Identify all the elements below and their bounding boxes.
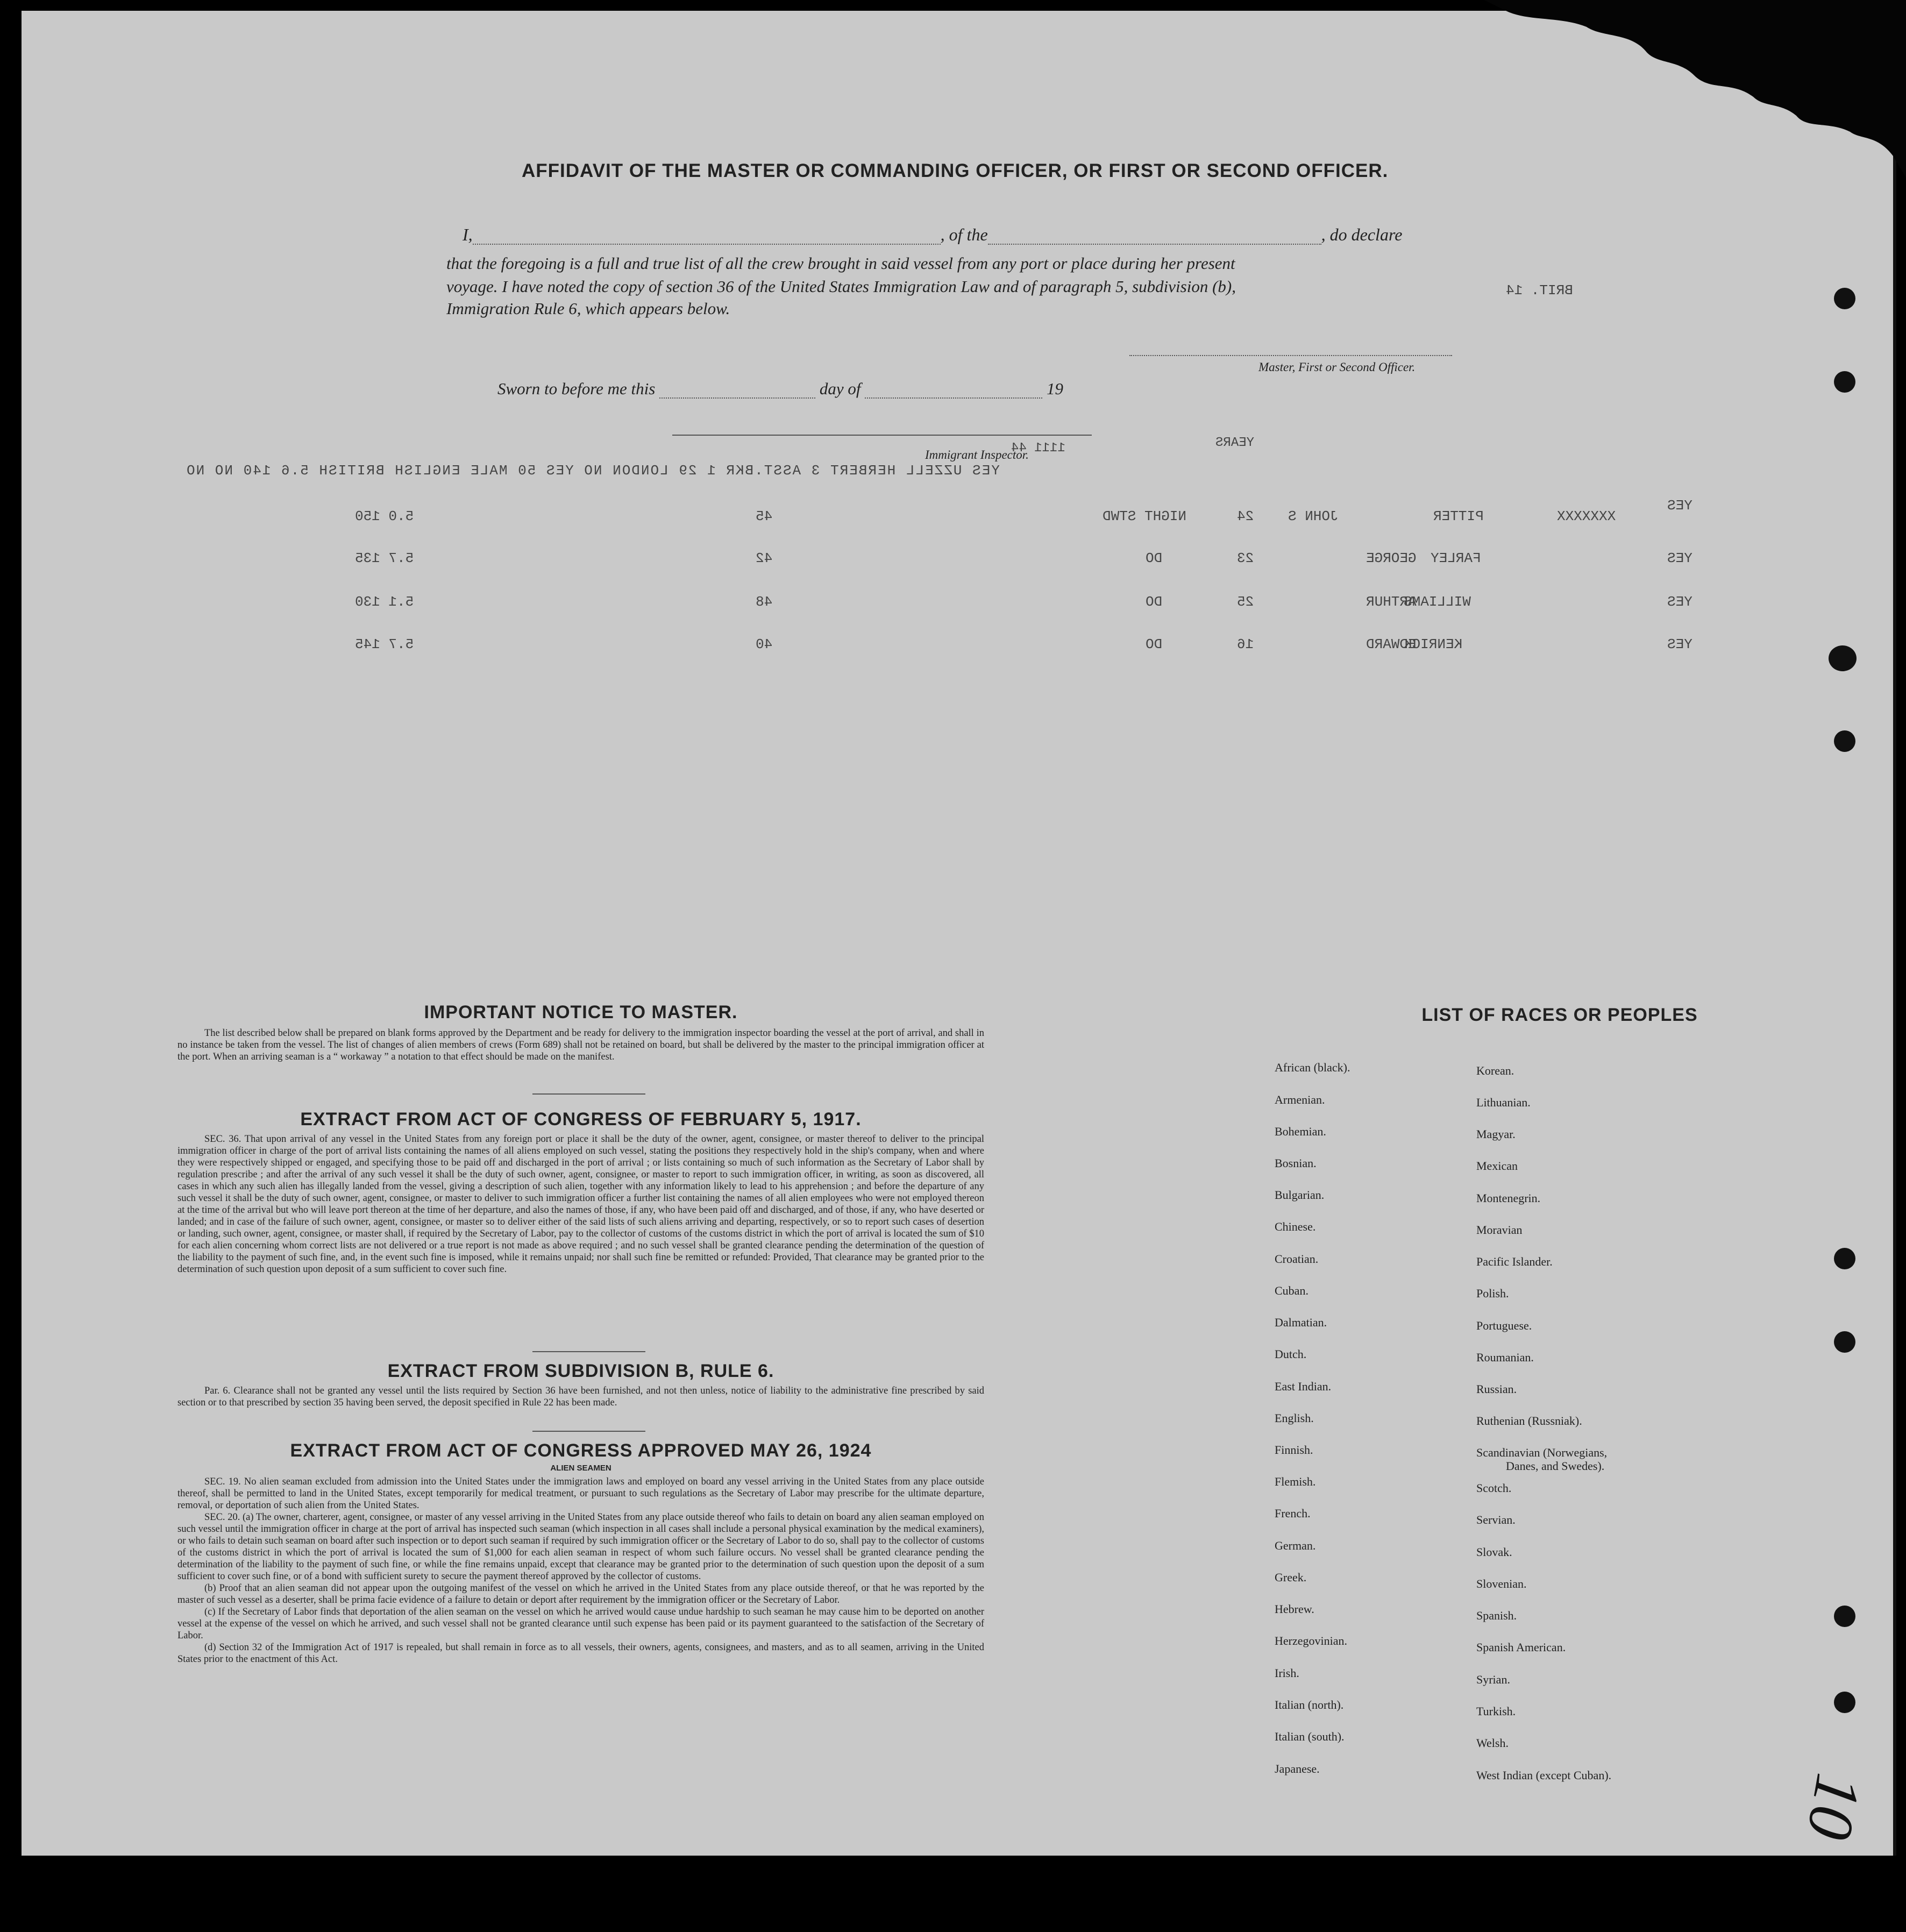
extract-1924-title: EXTRACT FROM ACT OF CONGRESS APPROVED MAY 26, 1924 [290, 1440, 872, 1461]
race-item: Dutch. [1275, 1347, 1307, 1361]
affidavit-line-1: I, , of the , do declare [463, 225, 1403, 244]
extract-rule6-section [177, 1361, 984, 1409]
race-item: Slovenian. [1476, 1577, 1527, 1590]
bleed-through-cell: 16 [1237, 636, 1254, 652]
bleed-through-cell: 5.0 150 [355, 508, 414, 524]
inspector-caption: Immigrant Inspector. [925, 448, 1029, 461]
race-item: Japanese. [1275, 1762, 1320, 1775]
bleed-through-cell: ARTHUR [1366, 594, 1417, 610]
race-item: Flemish. [1275, 1475, 1316, 1488]
bleed-through-cell: 45 [756, 508, 773, 524]
divider [532, 1431, 645, 1432]
race-item: Korean. [1476, 1064, 1514, 1077]
race-item: Slovak. [1476, 1545, 1512, 1559]
bleed-through-cell: GEORGE [1366, 550, 1417, 566]
bleed-through-cell: NIGHT STWD [1103, 508, 1187, 524]
notice-title: IMPORTANT NOTICE TO MASTER. [424, 1002, 738, 1022]
divider [532, 1351, 645, 1352]
race-item: Syrian. [1476, 1673, 1510, 1686]
punch-hole [1834, 1248, 1855, 1269]
punch-hole [1834, 288, 1855, 309]
sworn-day-blank [659, 381, 815, 399]
race-item: Portuguese. [1476, 1319, 1532, 1332]
race-item: French. [1275, 1507, 1311, 1520]
races-title: LIST OF RACES OR PEOPLES [1421, 1005, 1698, 1025]
extract-1924-sec19: SEC. 19. No alien seaman excluded from admission into the United States under the immigration laws and employed on board any vessel arriving in the United States from any place outside thereof, shall be permitted to land in the United States, except temporarily for medical treatment, or pursuant to such regulations as the Secretary of Labor may prescribe for the ultimate departure, removal, or deportation of such alien from the United States. [177, 1476, 984, 1511]
extract-1917-section [177, 1109, 984, 1275]
extract-rule6-text: Par. 6. Clearance shall not be granted any vessel until the lists required by Section 36 have been furnished, and not then unless, notice of liability to the administrative fine prescribed by said section or to that prescribed by section 35 having been served, the deposit specified in Rule 22 has been made. [177, 1386, 984, 1408]
bleed-through-cell: EDWARD [1366, 636, 1417, 652]
bleed-through-cell: WILLIAMS [1404, 594, 1471, 610]
bleed-through-cell: 24 [1237, 508, 1254, 524]
race-item: Bohemian. [1275, 1125, 1326, 1138]
race-item: Mexican [1476, 1159, 1518, 1173]
bleed-through-row: YES UZZELL HERBERT 3 ASST.BKR 1 29 LONDON NO YES 50 MALE ENGLISH BRITISH 5.6 140 NO NO [186, 463, 1000, 479]
bleed-through-cell: 5.7 145 [355, 636, 414, 652]
affidavit-line-2: that the foregoing is a full and true list of all the crew brought in said vessel from any port or place during her present [446, 254, 1235, 273]
notice-text: The list described below shall be prepared on blank forms approved by the Department and be ready for delivery to the immigration inspector boarding the vessel at the port of arrival, and shall in no instance be taken from the vessel. The list of changes of alien members of crews (Form 689) shall not be retained on board, but shall be delivered by the master to the principal immigration officer at the port. When an arriving seaman is a “ workaway ” a notation to that effect should be made on the manifest. [177, 1028, 984, 1062]
race-item: Greek. [1275, 1571, 1307, 1584]
name-blank [473, 228, 941, 245]
bleed-through-cell: 5.1 130 [355, 594, 414, 610]
race-item: Bulgarian. [1275, 1188, 1325, 1202]
race-item: Italian (south). [1275, 1730, 1345, 1743]
bleed-through-cell: YES [1667, 498, 1692, 514]
race-item: Chinese. [1275, 1220, 1316, 1233]
vessel-blank [988, 228, 1321, 245]
bleed-through-cell: PITTER [1433, 508, 1484, 524]
race-item: Turkish. [1476, 1704, 1516, 1718]
race-item: Spanish American. [1476, 1640, 1566, 1654]
extract-1924-subtitle: ALIEN SEAMEN [550, 1464, 611, 1473]
bleed-through-cell: DO [1146, 594, 1163, 610]
race-item: Polish. [1476, 1287, 1509, 1300]
bleed-through-years: YEARS [1215, 436, 1255, 450]
bleed-through-cell: 48 [756, 594, 773, 610]
punch-hole [1829, 645, 1857, 671]
race-item: Welsh. [1476, 1736, 1509, 1750]
bleed-through-header: BRIT. 14 [1506, 282, 1573, 299]
race-item: Montenegrin. [1476, 1191, 1541, 1205]
bleed-through-cell: YES [1667, 636, 1692, 652]
extract-1924-sec20c: (c) If the Secretary of Labor finds that deportation of the alien seaman on the vessel on which he arrived would cause undue hardship to such seaman he may cause him to be deported on another vessel at the expense of the vessel on which he arrived, and such vessel shall not be granted clearance until such expense has been paid or its payment guaranteed to the satisfaction of the Secretary of Labor. [177, 1607, 984, 1641]
race-item: Ruthenian (Russniak). [1476, 1414, 1582, 1427]
signature-line [1129, 355, 1452, 356]
bleed-through-cell: DO [1146, 636, 1163, 652]
sworn-line: Sworn to before me this day of 19 [497, 379, 1063, 398]
extract-1924-sec20d: (d) Section 32 of the Immigration Act of 1917 is repealed, but shall remain in force as to all vessels, their owners, agents, consignees, and masters, and as to all seamen, arriving in the United States prior to the enactment of this Act. [177, 1642, 984, 1665]
sworn-month-blank [865, 381, 1042, 399]
bleed-through-cell: 25 [1237, 594, 1254, 610]
extract-1917-text: SEC. 36. That upon arrival of any vessel in the United States from any foreign port or place it shall be the duty of the owner, agent, consignee, or master thereof to deliver to the principal immigration officer in charge of the port of arrival lists containing the names of all aliens employed on such vessel, stating the positions they respectively hold in the ship's company, when and where they were respectively shipped or engaged, and specifying those to be paid off and discharged in the port of arrival ; or lists containing so much of such information as the Secretary of Labor shall by regulation prescribe ; and after the arrival of any such vessel it shall be the duty of such owner, agent, consignee, or master to report to such immigration officer, in writing, as soon as discovered, all cases in which any such alien has illegally landed from the vessel, giving a description of such alien, together with any information likely to lead to his apprehension ; and before the departure of any such vessel it shall be the duty of such owner, agent, consignee, or master to deliver to such immigration officer a further list containing the names of all alien employees who were not employed thereon at the time of the arrival but who will leave port thereon at the time of her departure, and also the names of those, if any, who have been paid off and discharged, and of those, if any, who have deserted or landed; and in case of the failure of such owner, agent, consignee, or master so to deliver either of the said lists of such aliens arriving and departing, respectively, or so to report such cases of desertion or landing, such owner, agent, consignee, or master shall, if required by the Secretary of Labor, pay to the collector of customs of the customs district in which the port of arrival is located the sum of $10 for each alien concerning whom correct lists are not delivered or a true report is not made as above required ; and no such vessel shall be granted clearance pending the determination of the question of the liability to the payment of such fine, and, in the event such fine is imposed, while it remains unpaid; nor shall such fine be remitted or refunded: Provided, That clearance may be granted prior to the determination of such question upon deposit of a sum sufficient to cover such fine. [177, 1134, 984, 1275]
race-item: Hebrew. [1275, 1602, 1314, 1616]
inspector-line [672, 435, 1092, 436]
bleed-through-cell: YES [1667, 594, 1692, 610]
extract-1917-title: EXTRACT FROM ACT OF CONGRESS OF FEBRUARY 5, 1917. [300, 1109, 862, 1130]
race-item: German. [1275, 1539, 1316, 1552]
bleed-through-cell: FARLEY [1431, 550, 1481, 566]
punch-hole [1834, 371, 1855, 393]
bleed-through-cell: 42 [756, 550, 773, 566]
bleed-through-cell: YES [1667, 550, 1692, 566]
race-item: Servian. [1476, 1513, 1516, 1526]
bleed-through-cell: XXXXXXX [1557, 508, 1616, 524]
race-item: Magyar. [1476, 1127, 1516, 1141]
punch-hole [1834, 1692, 1855, 1713]
notice-section [177, 1002, 984, 1063]
handwritten-page-number: 10 [1793, 1768, 1875, 1845]
race-item: Irish. [1275, 1666, 1299, 1680]
race-item: Roumanian. [1476, 1351, 1534, 1364]
bleed-through-cell: 40 [756, 636, 773, 652]
bleed-through-cell: KENRICK [1404, 636, 1463, 652]
punch-hole [1834, 730, 1855, 752]
race-item: Scotch. [1476, 1481, 1512, 1495]
extract-1924-sec20b: (b) Proof that an alien seaman did not appear upon the outgoing manifest of the vessel on which he arrived in the United States from any place outside thereof, or that he was reported by the master of such vessel as a deserter, shall be prima facie evidence of a failure to detain or deport after requirement by the immigration officer or the Secretary of Labor. [177, 1583, 984, 1606]
race-item: Armenian. [1275, 1093, 1325, 1106]
race-item: Italian (north). [1275, 1698, 1344, 1711]
race-item: Scandinavian (Norwegians, [1476, 1446, 1608, 1459]
race-item: East Indian. [1275, 1380, 1332, 1393]
bleed-through-cell: JOHN S [1288, 508, 1339, 524]
race-item: African (black). [1275, 1061, 1350, 1074]
race-item: Pacific Islander. [1476, 1255, 1553, 1268]
race-item: Russian. [1476, 1382, 1517, 1396]
divider [532, 1093, 645, 1095]
bleed-through-cell: 5.7 135 [355, 550, 414, 566]
bleed-through-cell: DO [1146, 550, 1163, 566]
signature-caption: Master, First or Second Officer. [1258, 360, 1416, 374]
extract-1924-section [177, 1440, 984, 1665]
extract-rule6-title: EXTRACT FROM SUBDIVISION B, RULE 6. [387, 1361, 774, 1381]
punch-hole [1834, 1606, 1855, 1627]
punch-hole [1834, 1331, 1855, 1353]
race-item: Croatian. [1275, 1252, 1319, 1266]
bleed-through-cell: 23 [1237, 550, 1254, 566]
race-item: Moravian [1476, 1223, 1523, 1237]
affidavit-line-3: voyage. I have noted the copy of section 36 of the United States Immigration Law and of paragraph 5, subdivision (b), [446, 277, 1236, 296]
race-item: Danes, and Swedes). [1506, 1459, 1605, 1473]
race-item: Dalmatian. [1275, 1316, 1327, 1329]
race-item: Cuban. [1275, 1284, 1308, 1297]
race-item: Bosnian. [1275, 1156, 1317, 1170]
bleed-through-stamp: 1111 44 [1011, 441, 1065, 456]
affidavit-title: AFFIDAVIT OF THE MASTER OR COMMANDING OFFICER, OR FIRST OR SECOND OFFICER. [522, 160, 1389, 181]
extract-1924-sec20a: SEC. 20. (a) The owner, charterer, agent, consignee, or master of any vessel arriving in the United States from any place outside thereof who fails to detain on board any alien seaman employed on such vessel until the immigration officer in charge at the port of arrival has inspected such seaman (which inspection in all cases shall include a personal physical examination by the medical examiners), or who fails to detain such seaman on board after such inspection or to deport such seaman if required by such immigration officer or the Secretary of Labor to do so, shall pay to the collector of customs of the customs district in which the port of arrival is located the sum of $1,000 for each alien seaman in respect of whom such failure occurs. No vessel shall be granted clearance pending the determination of the liability to the payment of such fine, or while the fine remains unpaid, except that clearance may be granted prior to the determination of such question upon the deposit of a sum sufficient to cover such fine, or of a bond with sufficient surety to secure the payment thereof approved by the collector of customs. [177, 1512, 984, 1582]
race-item: Herzegovinian. [1275, 1634, 1347, 1647]
torn-corner [1452, 0, 1906, 177]
race-item: Spanish. [1476, 1609, 1517, 1622]
race-item: English. [1275, 1411, 1314, 1425]
race-item: Finnish. [1275, 1443, 1313, 1457]
race-item: Lithuanian. [1476, 1096, 1531, 1109]
affidavit-line-4: Immigration Rule 6, which appears below. [446, 299, 730, 318]
race-item: West Indian (except Cuban). [1476, 1768, 1612, 1782]
